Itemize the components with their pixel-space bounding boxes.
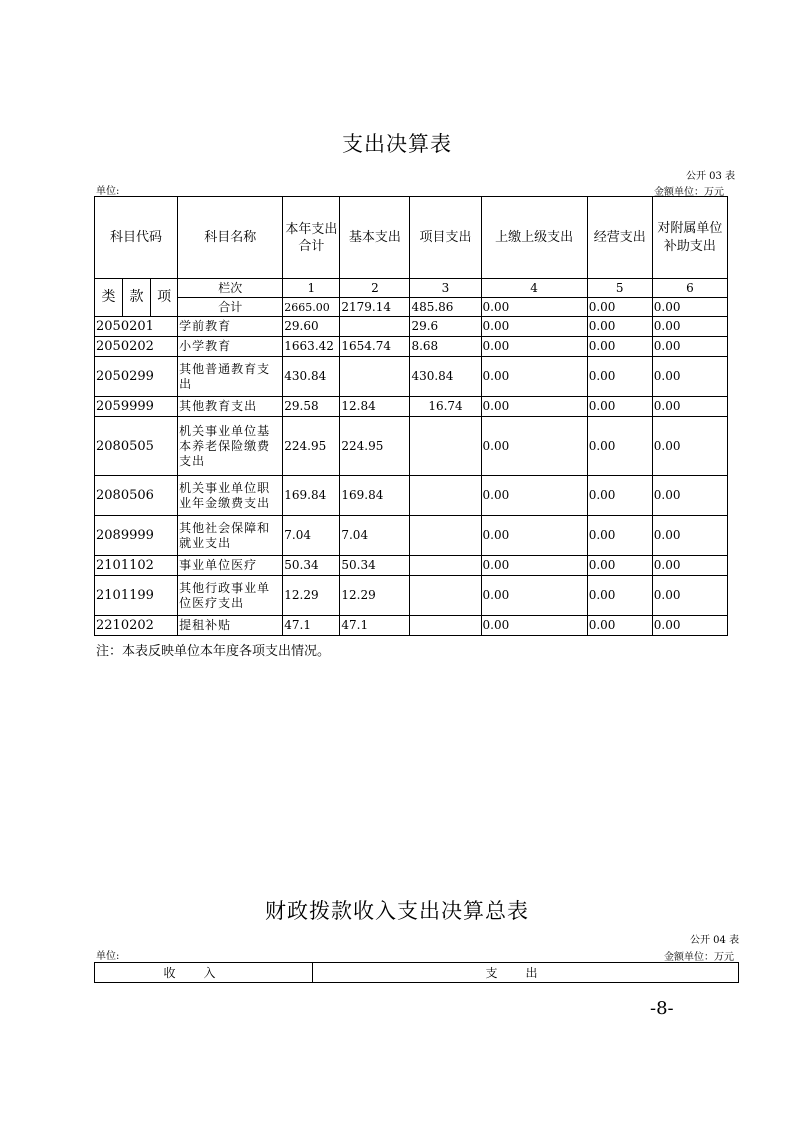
table-row (95, 357, 728, 397)
total-basic: 2179.14 (340, 298, 410, 317)
row-remit: 0.00 (481, 516, 587, 556)
row-remit: 0.00 (481, 317, 587, 337)
table-row (95, 476, 728, 516)
row-remit: 0.00 (481, 417, 587, 476)
row-project (410, 417, 481, 476)
table1-amount-unit: 金额单位：万元 (654, 187, 724, 198)
row-remit: 0.00 (481, 576, 587, 616)
table2-form-no: 公开 04 表 (690, 935, 740, 946)
row-name: 小学教育 (178, 337, 283, 357)
col-index-3: 3 (410, 279, 481, 298)
row-basic: 224.95 (340, 417, 410, 476)
total-row (95, 298, 728, 317)
table-row (95, 337, 728, 357)
row-remit: 0.00 (481, 337, 587, 357)
header-total: 本年支出合计 (283, 197, 340, 279)
col-index-4: 4 (481, 279, 587, 298)
row-total: 7.04 (283, 516, 340, 556)
table1-unit-label: 单位: (96, 186, 120, 197)
row-business: 0.00 (587, 556, 652, 576)
row-business: 0.00 (587, 516, 652, 556)
row-business: 0.00 (587, 337, 652, 357)
row-code: 2101102 (95, 556, 178, 576)
row-code: 2080505 (95, 417, 178, 476)
row-basic: 1654.74 (340, 337, 410, 357)
row-code: 2050202 (95, 337, 178, 357)
row-project (410, 556, 481, 576)
row-remit: 0.00 (481, 556, 587, 576)
row-name: 其他教育支出 (178, 397, 283, 417)
col-index-2: 2 (340, 279, 410, 298)
row-basic (340, 357, 410, 397)
row-basic: 50.34 (340, 556, 410, 576)
total-subsidy: 0.00 (652, 298, 727, 317)
row-remit: 0.00 (481, 397, 587, 417)
header-kuan: 款 (123, 279, 151, 317)
row-subsidy: 0.00 (652, 337, 727, 357)
row-total: 224.95 (283, 417, 340, 476)
row-business: 0.00 (587, 317, 652, 337)
row-project (410, 576, 481, 616)
row-project: 16.74 (410, 397, 481, 417)
page-number: -8- (650, 998, 674, 1019)
row-name: 其他行政事业单位医疗支出 (178, 576, 283, 616)
row-subsidy: 0.00 (652, 616, 727, 636)
row-name: 其他社会保障和就业支出 (178, 516, 283, 556)
row-project (410, 516, 481, 556)
row-remit: 0.00 (481, 357, 587, 397)
row-project: 8.68 (410, 337, 481, 357)
row-total: 29.60 (283, 317, 340, 337)
row-code: 2080506 (95, 476, 178, 516)
row-remit: 0.00 (481, 476, 587, 516)
total-remit: 0.00 (481, 298, 587, 317)
row-total: 12.29 (283, 576, 340, 616)
row-code: 2101199 (95, 576, 178, 616)
row-project (410, 616, 481, 636)
row-total: 430.84 (283, 357, 340, 397)
row-basic (340, 317, 410, 337)
row-business: 0.00 (587, 476, 652, 516)
row-name: 机关事业单位基本养老保险缴费支出 (178, 417, 283, 476)
row-total: 50.34 (283, 556, 340, 576)
header-basic: 基本支出 (340, 197, 410, 279)
row-code: 2050299 (95, 357, 178, 397)
table-row (95, 317, 728, 337)
row-subsidy: 0.00 (652, 357, 727, 397)
table-row (95, 397, 728, 417)
row-project: 29.6 (410, 317, 481, 337)
row-business: 0.00 (587, 576, 652, 616)
header-code: 科目代码 (95, 197, 178, 279)
table2-unit-label: 单位: (96, 951, 120, 962)
header-lei: 类 (95, 279, 123, 317)
row-project: 430.84 (410, 357, 481, 397)
expenditure-table (94, 196, 728, 636)
header-business: 经营支出 (587, 197, 652, 279)
row-code: 2050201 (95, 317, 178, 337)
row-project (410, 476, 481, 516)
row-subsidy: 0.00 (652, 417, 727, 476)
table-row (95, 576, 728, 616)
row-code: 2059999 (95, 397, 178, 417)
header-subsidy: 对附属单位补助支出 (652, 197, 727, 279)
table-row (95, 516, 728, 556)
col-index-5: 5 (587, 279, 652, 298)
table1-note: 注：本表反映单位本年度各项支出情况。 (96, 644, 331, 659)
row-business: 0.00 (587, 397, 652, 417)
fiscal-summary-table (94, 962, 739, 983)
row-code: 2089999 (95, 516, 178, 556)
header-name: 科目名称 (178, 197, 283, 279)
row-basic: 7.04 (340, 516, 410, 556)
table1-form-no: 公开 03 表 (686, 171, 736, 182)
row-basic: 12.29 (340, 576, 410, 616)
row-name: 机关事业单位职业年金缴费支出 (178, 476, 283, 516)
row-basic: 169.84 (340, 476, 410, 516)
table-row (95, 556, 728, 576)
header-lanci: 栏次 (178, 279, 283, 298)
row-business: 0.00 (587, 616, 652, 636)
row-subsidy: 0.00 (652, 397, 727, 417)
row-total: 1663.42 (283, 337, 340, 357)
table2-title: 财政拨款收入支出决算总表 (265, 899, 529, 923)
total-business: 0.00 (587, 298, 652, 317)
row-business: 0.00 (587, 417, 652, 476)
header-remit: 上缴上级支出 (481, 197, 587, 279)
row-subsidy: 0.00 (652, 317, 727, 337)
table-row (95, 616, 728, 636)
row-subsidy: 0.00 (652, 516, 727, 556)
row-code: 2210202 (95, 616, 178, 636)
row-remit: 0.00 (481, 616, 587, 636)
row-name: 提租补贴 (178, 616, 283, 636)
total-project: 485.86 (410, 298, 481, 317)
row-basic: 12.84 (340, 397, 410, 417)
row-subsidy: 0.00 (652, 556, 727, 576)
row-total: 47.1 (283, 616, 340, 636)
header-project: 项目支出 (410, 197, 481, 279)
income-header: 收入 (95, 963, 313, 983)
expense-header: 支出 (313, 963, 739, 983)
row-name: 事业单位医疗 (178, 556, 283, 576)
table1-title: 支出决算表 (342, 132, 452, 156)
col-index-6: 6 (652, 279, 727, 298)
row-name: 其他普通教育支出 (178, 357, 283, 397)
total-total: 2665.00 (283, 298, 340, 317)
total-label: 合计 (178, 298, 283, 317)
row-business: 0.00 (587, 357, 652, 397)
row-subsidy: 0.00 (652, 476, 727, 516)
row-name: 学前教育 (178, 317, 283, 337)
table-row (95, 417, 728, 476)
table2-amount-unit: 金额单位：万元 (664, 952, 734, 963)
row-total: 169.84 (283, 476, 340, 516)
row-total: 29.58 (283, 397, 340, 417)
row-subsidy: 0.00 (652, 576, 727, 616)
header-xiang: 项 (151, 279, 178, 317)
col-index-1: 1 (283, 279, 340, 298)
row-basic: 47.1 (340, 616, 410, 636)
